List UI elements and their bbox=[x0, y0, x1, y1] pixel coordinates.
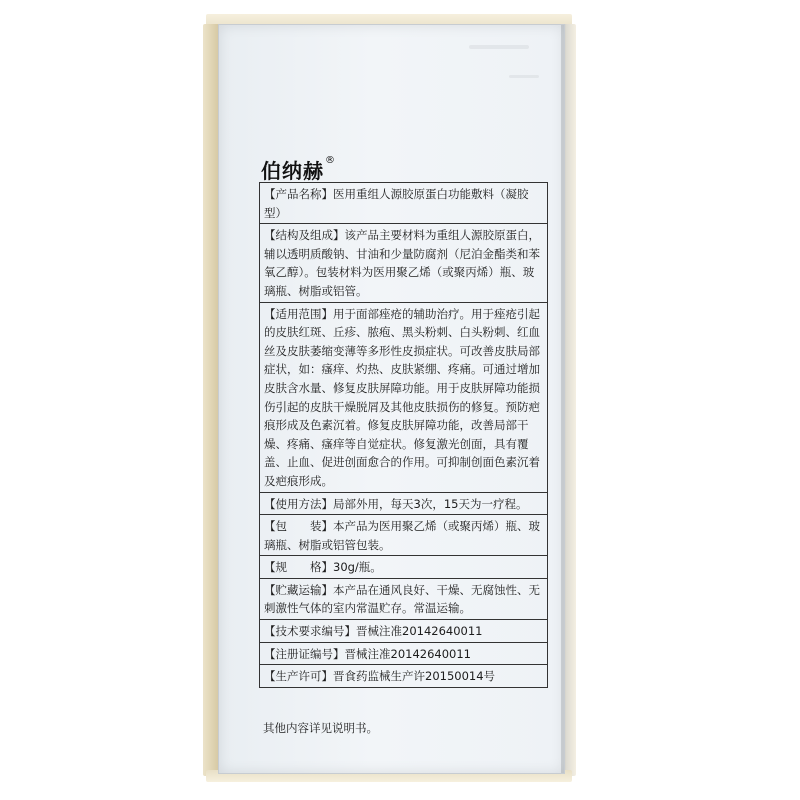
scuff-mark bbox=[509, 75, 539, 78]
spec-row-size bbox=[260, 556, 547, 579]
spec-table bbox=[259, 182, 548, 688]
spec-text: 晋食药监械生产许20150014号 bbox=[333, 669, 496, 684]
footnote: 其他内容详见说明书。 bbox=[263, 721, 378, 735]
spec-label: 【技术要求编号】 bbox=[264, 624, 356, 639]
spec-row-scope bbox=[260, 303, 547, 493]
spec-row-product-name bbox=[260, 183, 547, 224]
spec-row-usage bbox=[260, 493, 547, 516]
product-box-panel bbox=[218, 24, 565, 774]
spec-text: 晋械注准20142640011 bbox=[344, 646, 471, 661]
brand-name bbox=[261, 155, 336, 184]
spec-row-composition bbox=[260, 224, 547, 302]
spec-text: 医用重组人源胶原蛋白功能敷料（凝胶型） bbox=[264, 187, 529, 220]
spec-text: 用于面部痤疮的辅助治疗。用于痤疮引起的皮肤红斑、丘疹、脓疱、黑头粉刺、白头粉刺、红血丝及皮肤萎缩变薄等多形性皮损症状。可改善皮肤局部症状，如：瘙痒、灼热、皮肤紧绷、疼痛。可通过增加皮肤含水量、修复皮肤屏障功能。用于皮肤屏障功能损伤引起的皮肤干燥脱屑及其他皮肤损伤的修复。预防疤痕形成及色素沉着。修复皮肤屏障功能，改善局部干燥、疼痛、瘙痒等自觉症状。修复激光创面，具有覆盖、止血、促进创面愈合的作用。可抑制创面色素沉着及疤痕形成。 bbox=[264, 306, 540, 488]
spec-text: 局部外用，每天3次，15天为一疗程。 bbox=[333, 496, 528, 511]
spec-row-registration bbox=[260, 643, 547, 666]
spec-label: 【规 格】 bbox=[264, 560, 333, 575]
spec-text: 30g/瓶。 bbox=[333, 560, 382, 575]
spec-label: 【贮藏运输】 bbox=[264, 582, 333, 597]
spec-label: 【使用方法】 bbox=[264, 496, 333, 511]
spec-label: 【包 装】 bbox=[264, 519, 333, 534]
spec-text: 本产品为医用聚乙烯（或聚丙烯）瓶、玻璃瓶、树脂或铝管包装。 bbox=[264, 519, 540, 552]
spec-text: 本产品在通风良好、干燥、无腐蚀性、无刺激性气体的室内常温贮存。常温运输。 bbox=[264, 582, 540, 616]
scuff-mark bbox=[469, 45, 529, 49]
spec-label: 【注册证编号】 bbox=[264, 646, 345, 661]
spec-row-packaging bbox=[260, 515, 547, 556]
registered-mark: ® bbox=[325, 155, 336, 166]
spec-label: 【产品名称】 bbox=[264, 187, 333, 201]
spec-row-storage bbox=[260, 579, 547, 620]
spec-label: 【结构及组成】 bbox=[264, 228, 345, 243]
spec-label: 【适用范围】 bbox=[264, 306, 333, 321]
spec-text: 晋械注准20142640011 bbox=[356, 624, 483, 639]
spec-label: 【生产许可】 bbox=[264, 669, 333, 684]
spec-row-license bbox=[260, 665, 547, 687]
spec-text: 该产品主要材料为重组人源胶原蛋白，辅以透明质酸钠、甘油和少量防腐剂（尼泊金酯类和苯氧乙醇）。包装材料为医用聚乙烯（或聚丙烯）瓶、玻璃瓶、树脂或铝管。 bbox=[264, 228, 540, 298]
spec-row-tech-requirement bbox=[260, 620, 547, 643]
brand-text: 伯纳赫 bbox=[261, 159, 324, 183]
